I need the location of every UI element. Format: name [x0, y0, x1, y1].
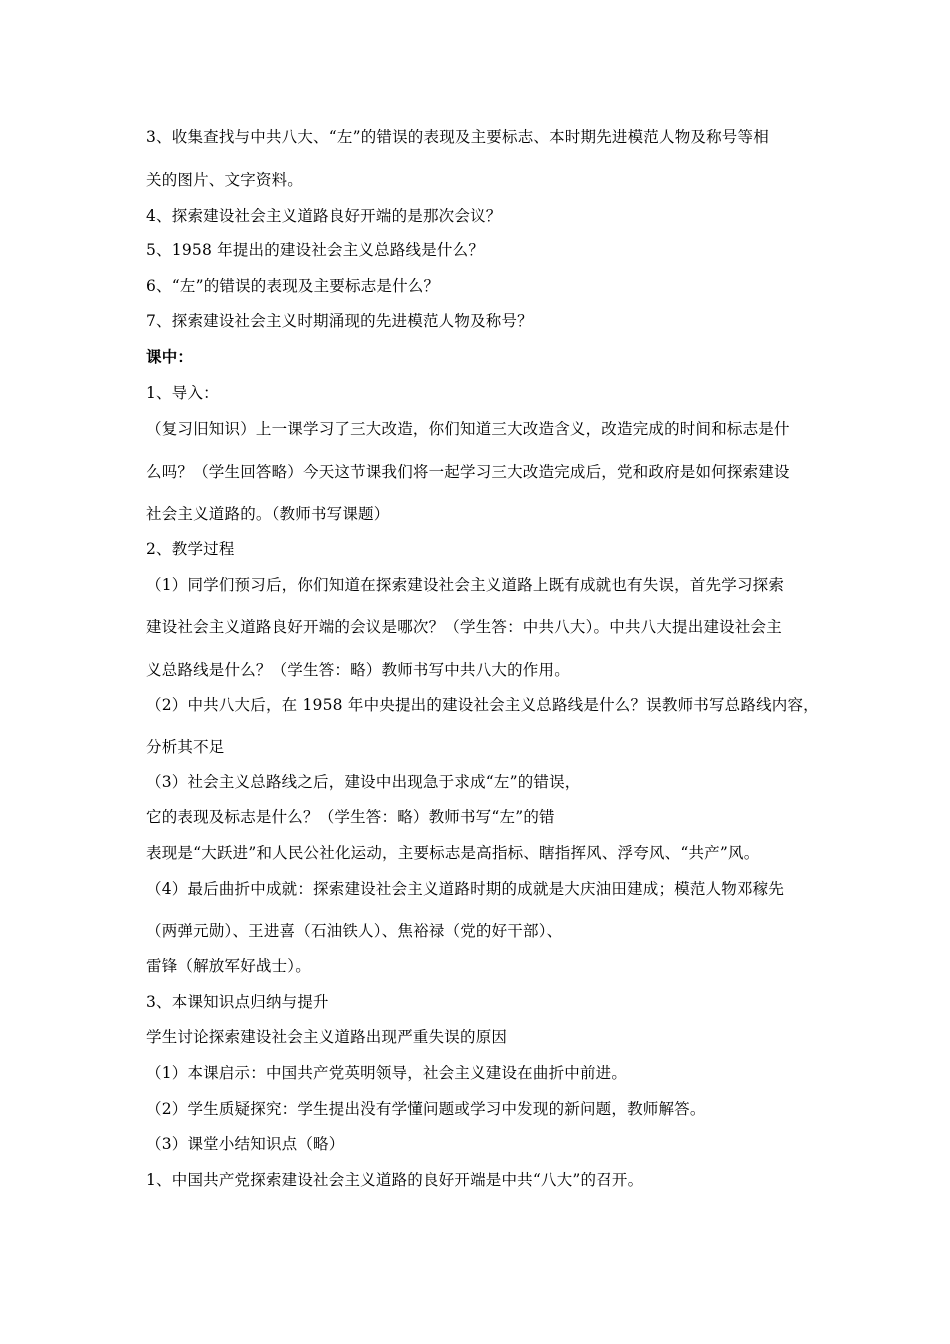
- text-line: 5、1958 年提出的建设社会主义总路线是什么？: [146, 241, 485, 259]
- text-line: 雷锋（解放军好战士）。: [146, 957, 311, 975]
- text-line: 分析其不足: [146, 738, 225, 756]
- text-line: 表现是“大跃进”和人民公社化运动，主要标志是高指标、瞎指挥风、浮夸风、“共产”风。: [146, 844, 760, 862]
- section-heading: 课中：: [146, 347, 194, 366]
- text-line: 3、收集查找与中共八大、“左”的错误的表现及主要标志、本时期先进模范人物及称号等相: [146, 128, 769, 146]
- text-line: 1、中国共产党探索建设社会主义道路的良好开端是中共“八大”的召开。: [146, 1171, 644, 1189]
- text-line: 7、探索建设社会主义时期涌现的先进模范人物及称号？: [146, 312, 533, 330]
- text-line: 6、“左”的错误的表现及主要标志是什么？: [146, 277, 440, 295]
- text-line: （两弹元勋）、王进喜（石油铁人）、焦裕禄（党的好干部）、: [146, 922, 563, 940]
- text-line: 2、教学过程: [146, 540, 235, 558]
- text-line: 它的表现及标志是什么？（学生答：略）教师书写“左”的错: [146, 808, 555, 826]
- text-line: （1）本课启示：中国共产党英明领导，社会主义建设在曲折中前进。: [146, 1064, 628, 1082]
- text-line: 学生讨论探索建设社会主义道路出现严重失误的原因: [146, 1028, 508, 1046]
- text-line: 3、本课知识点归纳与提升: [146, 993, 329, 1011]
- text-line: （3）课堂小结知识点（略）: [146, 1135, 345, 1153]
- text-line: 1、导入：: [146, 384, 219, 402]
- text-line: 4、探索建设社会主义道路良好开端的是那次会议？: [146, 207, 502, 225]
- text-line: 社会主义道路的。（教师书写课题）: [146, 505, 390, 523]
- text-line: 建设社会主义道路良好开端的会议是哪次？（学生答：中共八大）。中共八大提出建设社会主: [146, 618, 782, 636]
- text-line: 么吗？（学生回答略）今天这节课我们将一起学习三大改造完成后，党和政府是如何探索建设: [146, 463, 790, 481]
- text-line: （2）学生质疑探究：学生提出没有学懂问题或学习中发现的新问题，教师解答。: [146, 1100, 706, 1118]
- text-line: 关的图片、文字资料。: [146, 171, 304, 189]
- text-line: （2）中共八大后，在 1958 年中央提出的建设社会主义总路线是什么？误教师书写总路线内容，: [146, 696, 819, 714]
- text-line: （3）社会主义总路线之后，建设中出现急于求成“左”的错误，: [146, 773, 581, 791]
- text-line: （4）最后曲折中成就：探索建设社会主义道路时期的成就是大庆油田建成；模范人物邓稼先: [146, 880, 785, 898]
- text-line: （复习旧知识）上一课学习了三大改造，你们知道三大改造含义，改造完成的时间和标志是什: [146, 420, 790, 438]
- text-line: （1）同学们预习后，你们知道在探索建设社会主义道路上既有成就也有失误，首先学习探索: [146, 576, 785, 594]
- text-line: 义总路线是什么？（学生答：略）教师书写中共八大的作用。: [146, 661, 570, 679]
